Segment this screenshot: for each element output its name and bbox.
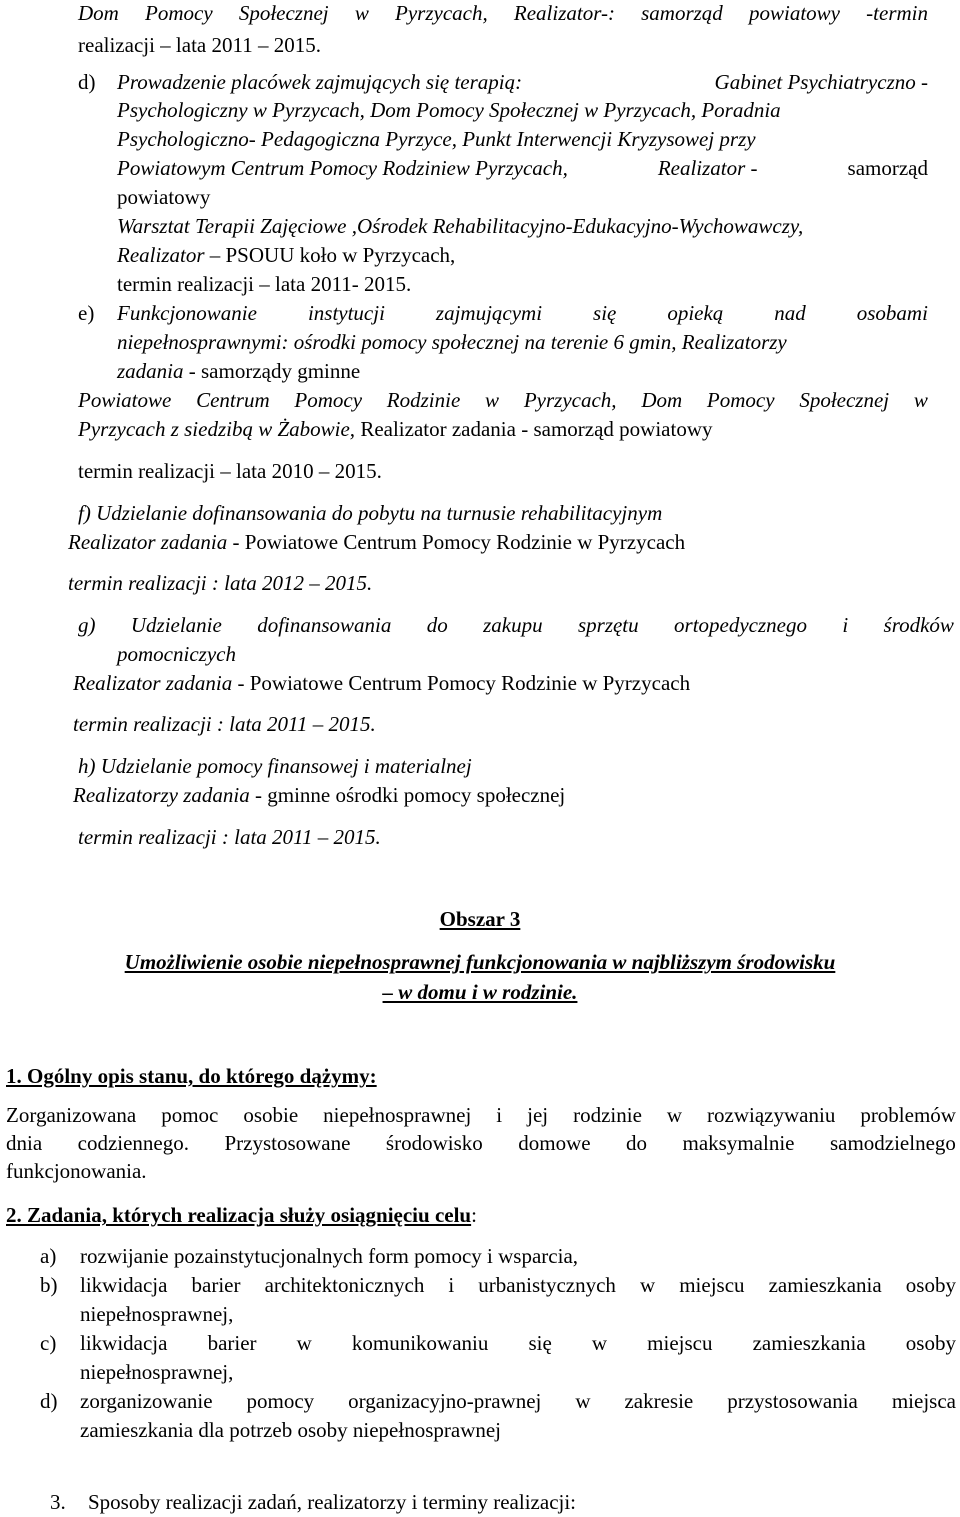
list-item-line — [117, 97, 781, 123]
word: nad — [774, 301, 806, 325]
word: się — [528, 1331, 552, 1355]
word: jej — [527, 1103, 549, 1127]
paragraph-line — [73, 782, 565, 808]
paragraph-line — [78, 824, 381, 850]
text: Sposoby realizacji zadań, realizatorzy i terminy realizacji: — [88, 1490, 577, 1514]
word: pomoc — [161, 1103, 219, 1127]
text: Powiatowym Centrum Pomocy Rodziniew Pyrzycach, — [117, 156, 568, 180]
text: – w domu i w rodzinie. — [382, 980, 578, 1004]
list-marker — [78, 300, 94, 326]
word: zajmującymi — [435, 301, 543, 325]
word: Zorganizowana — [6, 1103, 137, 1127]
text: Prowadzenie placówek zajmujących się terapią: — [117, 70, 523, 94]
list-item-line — [117, 300, 928, 326]
word: w — [485, 388, 500, 412]
text: Realizator zadania - samorząd powiatowy — [360, 417, 713, 441]
section-subtitle — [0, 949, 960, 975]
word: niepełnosprawnej — [323, 1103, 472, 1127]
word: samorząd — [641, 1, 723, 25]
paragraph-line — [73, 670, 690, 696]
list-marker — [40, 1330, 56, 1356]
word: Pyrzycach, — [523, 388, 617, 412]
list-item-line — [80, 1359, 233, 1385]
word: i — [496, 1103, 503, 1127]
paragraph-line — [68, 570, 372, 596]
word: Pomocy — [294, 388, 363, 412]
marker-text: b) — [40, 1273, 58, 1297]
word: barier — [207, 1331, 257, 1355]
word: do — [626, 1131, 648, 1155]
heading — [88, 1489, 576, 1515]
word: w — [639, 1273, 656, 1297]
word: pomocy — [246, 1389, 315, 1413]
text: termin realizacji : lata 2011 – 2015. — [78, 825, 381, 849]
word: Realizator-: — [513, 1, 615, 25]
marker-text: a) — [40, 1244, 57, 1268]
list-item-line — [117, 126, 756, 152]
text: Obszar 3 — [439, 907, 521, 931]
word: organizacyjno-prawnej — [348, 1389, 542, 1413]
word: do — [426, 613, 448, 637]
text: zamieszkania dla potrzeb osoby niepełnosprawnej — [80, 1418, 502, 1442]
word: w — [666, 1103, 683, 1127]
word: w — [354, 1, 369, 25]
text: pomocniczych — [117, 642, 236, 666]
word: się — [593, 301, 617, 325]
word: osoby — [905, 1273, 956, 1297]
word: Przystosowane — [224, 1131, 351, 1155]
list-item-line — [80, 1272, 956, 1298]
paragraph-line — [78, 0, 928, 26]
list-item-line — [117, 155, 928, 181]
word: miejscu — [647, 1331, 713, 1355]
text: Powiatowe Centrum Pomocy Rodzinie w Pyrzycach — [249, 671, 691, 695]
word: zakupu — [483, 613, 543, 637]
text: zadania - — [117, 359, 196, 383]
list-marker — [40, 1243, 56, 1269]
marker-text: 3. — [50, 1490, 66, 1514]
section-subtitle — [0, 979, 960, 1005]
text: termin realizacji – lata 2010 – 2015. — [78, 459, 382, 483]
text: powiatowy — [117, 185, 211, 209]
word: dnia — [6, 1131, 43, 1155]
word: Funkcjonowanie — [117, 301, 257, 325]
marker-text: c) — [40, 1331, 57, 1355]
word: sprzętu — [577, 613, 639, 637]
list-item-line — [117, 358, 360, 384]
paragraph-line — [78, 458, 382, 484]
text: samorząd — [847, 156, 928, 180]
paragraph-line — [6, 1102, 956, 1128]
word: urbanistycznych — [478, 1273, 616, 1297]
marker-text: d) — [40, 1389, 58, 1413]
section-title — [0, 906, 960, 932]
word: architektonicznych — [264, 1273, 425, 1297]
text: termin realizacji – lata 2011- 2015. — [117, 272, 412, 296]
text: Realizatorzy zadania - — [73, 783, 262, 807]
paragraph-line — [117, 641, 236, 667]
text: 2. Zadania, których realizacja służy osiągnięciu celu — [6, 1203, 472, 1227]
word: zamieszkania — [752, 1331, 866, 1355]
text: h) Udzielanie pomocy finansowej i materialnej — [78, 754, 472, 778]
list-marker — [40, 1388, 58, 1414]
word: w — [575, 1389, 591, 1413]
text: Warsztat Terapii Zajęciowe ,Ośrodek Rehabilitacyjno-Edukacyjno-Wychowawczy, — [117, 214, 804, 238]
word: opieką — [667, 301, 724, 325]
text: 1. Ogólny opis stanu, do którego dążymy: — [6, 1064, 377, 1088]
text: Realizator zadania - — [68, 530, 240, 554]
paragraph-line — [78, 612, 954, 638]
word: zakresie — [624, 1389, 694, 1413]
word: likwidacja — [80, 1331, 168, 1355]
list-item-line — [117, 184, 210, 210]
word: zorganizowanie — [80, 1389, 213, 1413]
text: Psychologiczno- Pedagogiczna Pyrzyce, Punkt Interwencji Kryzysowej przy — [117, 127, 756, 151]
word: dofinansowania — [257, 613, 392, 637]
paragraph-line — [78, 32, 321, 58]
word: Dom — [641, 388, 683, 412]
text: samorządy gminne — [201, 359, 361, 383]
word: przystosowania — [727, 1389, 858, 1413]
word: miejscu — [679, 1273, 745, 1297]
word: likwidacja — [80, 1273, 168, 1297]
word: Pyrzycach, — [395, 1, 488, 25]
word: -termin — [866, 1, 928, 25]
text: Umożliwienie osobie niepełnosprawnej funkcjonowania w najbliższym środowisku — [124, 950, 836, 974]
word: osobie — [243, 1103, 299, 1127]
paragraph-line — [6, 1158, 147, 1184]
text: gminne ośrodki pomocy społecznej — [267, 783, 566, 807]
word: ortopedycznego — [674, 613, 807, 637]
word: środków — [883, 613, 954, 637]
text: Realizator zadania - — [73, 671, 245, 695]
word: Powiatowe — [78, 388, 172, 412]
heading — [6, 1202, 477, 1228]
list-item-line — [80, 1417, 501, 1443]
list-marker — [50, 1489, 66, 1515]
text: Psychologiczny w Pyrzycach, Dom Pomocy Społecznej w Pyrzycach, Poradnia — [117, 98, 781, 122]
word: Społecznej — [238, 1, 329, 25]
word: Centrum — [196, 388, 270, 412]
word: codziennego. — [77, 1131, 189, 1155]
word: i — [448, 1273, 455, 1297]
word: Społecznej — [799, 388, 890, 412]
word: i — [842, 613, 849, 637]
text: Gabinet Psychiatryczno - — [714, 70, 928, 94]
word: samodzielnego — [829, 1131, 956, 1155]
paragraph-line — [68, 529, 685, 555]
paragraph-line — [78, 753, 472, 779]
paragraph-line — [6, 1130, 956, 1156]
paragraph-line — [78, 387, 928, 413]
list-item-line — [117, 271, 411, 297]
word: Rodzinie — [386, 388, 461, 412]
paragraph-line — [78, 500, 662, 526]
list-item-line — [80, 1330, 956, 1356]
word: maksymalnie — [682, 1131, 795, 1155]
word: Pomocy — [145, 1, 213, 25]
word: powiatowy — [748, 1, 840, 25]
text: termin realizacji : lata 2012 – 2015. — [68, 571, 373, 595]
text: : — [471, 1203, 477, 1227]
word: komunikowaniu — [351, 1331, 489, 1355]
word: w — [296, 1331, 312, 1355]
list-item-line — [80, 1243, 578, 1269]
list-item-line — [80, 1388, 956, 1414]
text: Realizator – — [117, 243, 221, 267]
text: niepełnosprawnymi: ośrodki pomocy społecznej na terenie 6 gmin, Realizatorzy — [117, 330, 787, 354]
text: PSOUU koło w Pyrzycach, — [225, 243, 456, 267]
text: niepełnosprawnej, — [80, 1302, 234, 1326]
text: Realizator - — [657, 156, 758, 180]
word: w — [913, 388, 928, 412]
word: instytucji — [307, 301, 385, 325]
text: f) Udzielanie dofinansowania do pobytu na turnusie rehabilitacyjnym — [78, 501, 663, 525]
word: osoby — [905, 1331, 956, 1355]
list-item-line — [80, 1301, 233, 1327]
list-item-line — [117, 329, 787, 355]
list-item-line — [117, 69, 928, 95]
word: w — [591, 1331, 608, 1355]
word: osobami — [856, 301, 928, 325]
text: termin realizacji : lata 2011 – 2015. — [73, 712, 376, 736]
list-marker — [78, 69, 96, 95]
text: Powiatowe Centrum Pomocy Rodzinie w Pyrzycach — [244, 530, 686, 554]
text: realizacji – lata 2011 – 2015. — [78, 33, 321, 57]
word: miejsca — [891, 1389, 956, 1413]
marker-text: d) — [78, 70, 96, 94]
word: Pomocy — [706, 388, 775, 412]
word: domowe — [518, 1131, 591, 1155]
text: funkcjonowania. — [6, 1159, 147, 1183]
paragraph-line — [78, 416, 713, 442]
paragraph-line — [73, 711, 376, 737]
word: g) — [78, 613, 96, 637]
text: niepełnosprawnej, — [80, 1360, 234, 1384]
heading — [6, 1063, 377, 1089]
word: Udzielanie — [130, 613, 222, 637]
text: Pyrzycach z siedzibą w Żabowie, — [78, 417, 356, 441]
word: środowisko — [385, 1131, 483, 1155]
word: zamieszkania — [768, 1273, 882, 1297]
text: rozwijanie pozainstytucjonalnych form pomocy i wsparcia, — [80, 1244, 579, 1268]
word: Dom — [78, 1, 119, 25]
list-marker — [40, 1272, 58, 1298]
word: rozwiązywaniu — [707, 1103, 836, 1127]
list-item-line — [117, 213, 803, 239]
word: rodzinie — [573, 1103, 642, 1127]
word: barier — [191, 1273, 241, 1297]
word: problemów — [860, 1103, 956, 1127]
list-item-line — [117, 242, 455, 268]
marker-text: e) — [78, 301, 95, 325]
